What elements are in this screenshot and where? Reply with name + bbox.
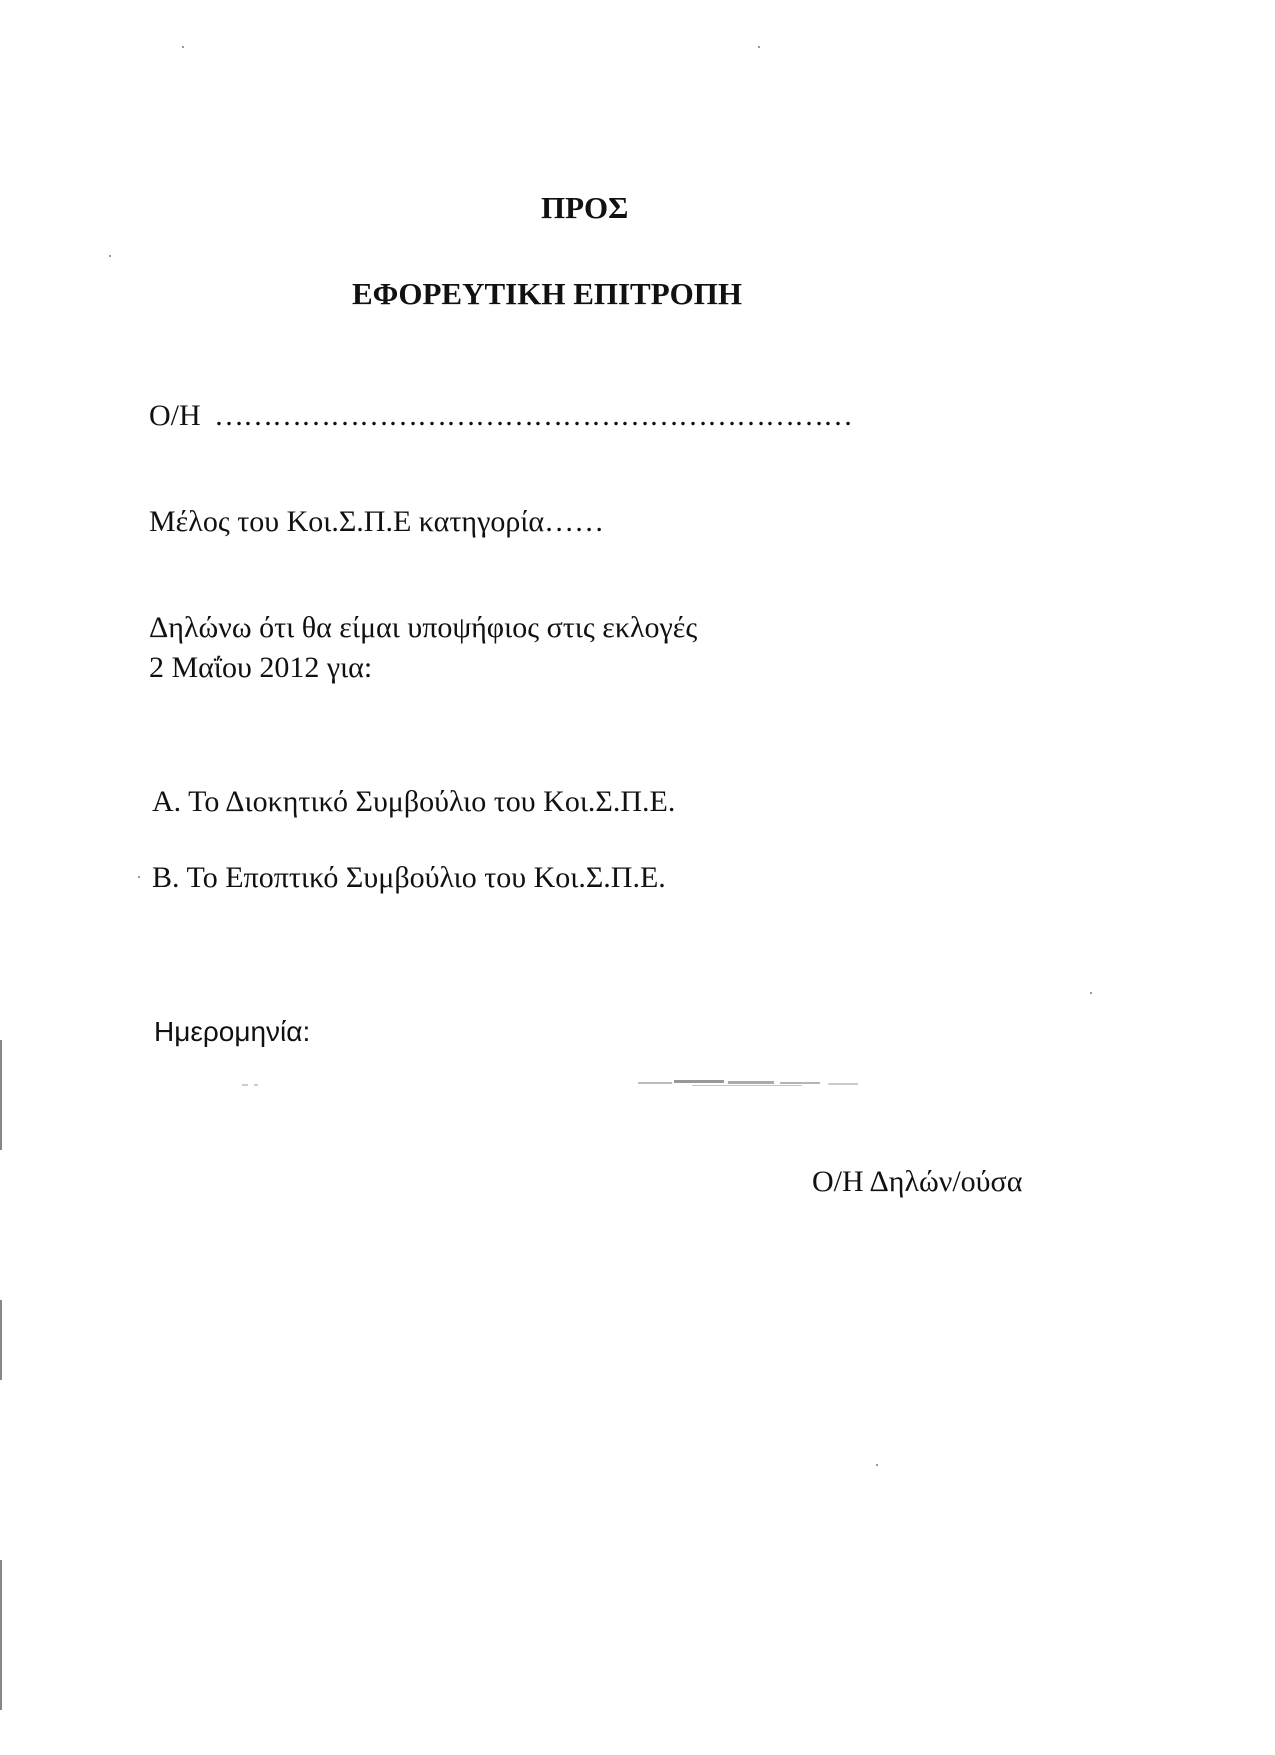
name-label: Ο/Η [149,399,201,432]
scan-speck [138,876,140,878]
option-a: Α. Το Διοκητικό Συμβούλιο του Κοι.Σ.Π.Ε. [152,785,676,818]
scan-speck [1090,992,1092,994]
name-field-dots: ………………………………………………………… [214,399,852,432]
scan-noise-smudge [632,1076,892,1090]
declaration-line-2: 2 Μαΐου 2012 για: [149,651,373,684]
member-category-line: Μέλος του Κοι.Σ.Π.Ε κατηγορία…… [149,505,605,538]
scan-speck [758,46,760,48]
scan-edge-mark [0,1560,2,1710]
heading-to: ΠΡΟΣ [541,190,629,225]
declaration-line-1: Δηλώνω ότι θα είμαι υποψήφιος στις εκλογές [149,611,698,644]
date-label: Ημερομηνία: [154,1016,311,1047]
scan-speck [876,1464,878,1466]
scan-noise-smudge [240,1082,270,1088]
heading-electoral-committee: ΕΦΟΡΕΥΤΙΚΗ ΕΠΙΤΡΟΠΗ [352,276,743,311]
scan-edge-mark [0,1300,2,1380]
signature-label: Ο/Η Δηλών/ούσα [812,1165,1023,1198]
scan-speck [109,255,111,257]
scan-edge-mark [0,1040,2,1150]
scan-speck [182,46,184,48]
option-b: Β. Το Εποπτικό Συμβούλιο του Κοι.Σ.Π.Ε. [152,861,666,894]
